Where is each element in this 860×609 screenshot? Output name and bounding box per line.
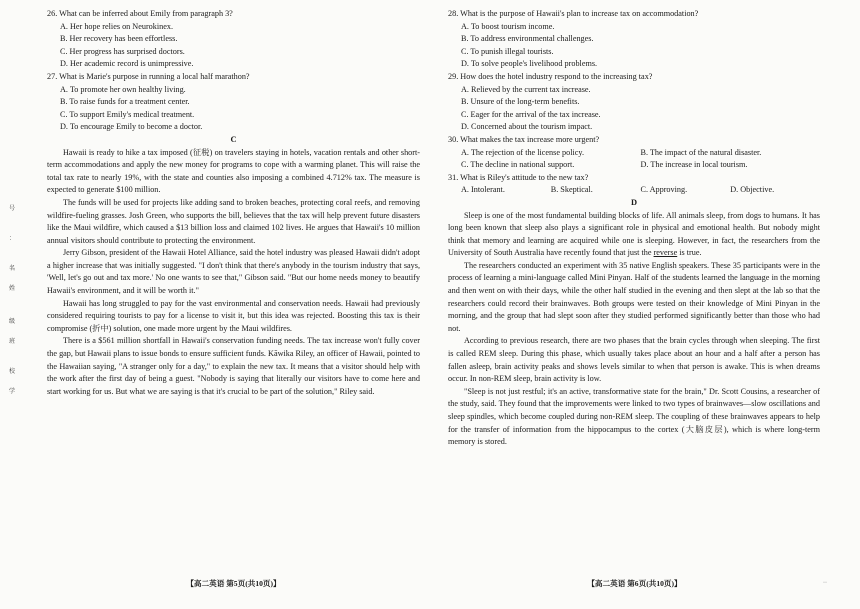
q31-option-b: B. Skeptical. <box>550 185 593 195</box>
page-6-footer: 【高二英语 第6页(共10页)】 <box>587 579 682 588</box>
q28-option-c: C. To punish illegal tourists. <box>461 46 554 56</box>
q31-option-c: C. Approving. <box>640 185 688 195</box>
question-26: 26. What can be inferred about Emily from paragraph 3? <box>47 9 233 18</box>
q27-option-b: B. To raise funds for a treatment center. <box>60 97 190 107</box>
binding-margin-mark: 学 <box>8 388 15 395</box>
q30-option-c: C. The decline in national support. <box>461 160 575 170</box>
binding-margin-mark: 校 <box>8 368 15 375</box>
q26-option-d: D. Her academic record is unimpressive. <box>60 59 194 69</box>
q26-option-a: A. Her hope relies on Neurokinex. <box>60 21 173 31</box>
binding-margin-mark: ： <box>8 235 15 242</box>
q28-option-d: D. To solve people's livelihood problems. <box>461 59 598 69</box>
binding-margin-mark: 班 <box>8 338 15 345</box>
page-6-column <box>448 8 820 449</box>
page-5-footer: 【高二英语 第5页(共10页)】 <box>186 579 281 588</box>
q31-option-a: A. Intolerant. <box>461 185 505 195</box>
passage-d-paragraph: According to previous research, there are two phases that the brain cycles through when sleeping. The first is called REM sleep. During this phase, which usually takes place about an hour and a half after a person has fallen asleep, brain activity peaks and shows levels similar to when that person is awake. This is when dreams occur. In non-REM sleep, brain activity is low. <box>448 336 820 384</box>
binding-margin-mark: 名 <box>8 265 15 272</box>
passage-d-p1-end: is true. <box>679 248 702 258</box>
question-29: 29. How does the hotel industry respond to the increasing tax? <box>448 71 653 81</box>
section-c-heading: C <box>230 134 237 144</box>
passage-d-paragraph: The researchers conducted an experiment with 35 native English speakers. These 35 participants were in the process of learning a mini-language called Mini Pinyan. Half of the students learned the language in the morning and then went on with their days, while the other half studied in the evening and then slept at the lab so that the researchers could record their brainwaves. Both groups were tested on their knowledge of Mini Pinyan in the morning, and the group that had slept soon after they studied performed significantly better than those who had not. <box>448 260 820 333</box>
underlined-word-reverse: reverse <box>653 248 678 258</box>
footer-dots: ·· <box>823 580 827 586</box>
binding-margin-mark: 号 <box>8 205 15 212</box>
q29-option-d: D. Concerned about the tourism impact. <box>461 122 593 132</box>
q26-option-b: B. Her recovery has been effortless. <box>60 34 178 44</box>
passage-c-paragraph: Hawaii is ready to hike a tax imposed (征税) on travelers staying in hotels, vacation rentals and other short-term accommodations and apply the new money for programs to cope with a warming planet. This will raise the total tax rate to nearly 19%, with the state and counties also imposing a combined 4.712% tax. The measure is expected to generate $100 million. <box>47 147 420 195</box>
question-28: 28. What is the purpose of Hawaii's plan to increase tax on accommodation? <box>448 9 699 18</box>
passage-d-paragraph <box>448 210 820 260</box>
passage-c-paragraph: Hawaii has long struggled to pay for the vast environmental and conservation needs. Hawaii had previously considered requiring tourists to pay for a license to visit it, but this idea was rejected. Boosting this tax is their compromise (折中) solution, one made more urgent by the Maui wildfires. <box>47 298 420 333</box>
passage-c-paragraph: The funds will be used for projects like adding sand to broken beaches, protecting coral reefs, and removing wildfire-fueling grasses. Josh Green, who supports the bill, believes that the tax will help prevent future disasters like the Maui wildfire, which caused a $13 billion loss and claimed 102 lives. He argues that Hawaii's 10 million annual visitors should contribute to protecting the environment. <box>47 197 420 245</box>
q29-option-c: C. Eager for the arrival of the tax increase. <box>461 109 601 119</box>
q26-option-c: C. Her progress has surprised doctors. <box>60 46 185 56</box>
question-27: 27. What is Marie's purpose in running a local half marathon? <box>47 71 250 81</box>
passage-d-p1-text: Sleep is one of the most fundamental building blocks of life. All animals sleep, from dogs to humans. It has long been known that sleep also plays a significant role in physical and emotional health. But nobody might think that memory and learning are acquired while one is sleeping. However, in fact, the researchers from the University of South Australia have recently found that just the <box>448 210 820 258</box>
section-d-heading: D <box>630 197 638 207</box>
q30-option-b: B. The impact of the natural disaster. <box>640 147 762 157</box>
q28-option-b: B. To address environmental challenges. <box>461 34 594 44</box>
q27-option-c: C. To support Emily's medical treatment. <box>60 109 195 119</box>
q30-options-row-1 <box>461 147 820 160</box>
q29-option-b: B. Unsure of the long-term benefits. <box>461 97 580 107</box>
question-30: 30. What makes the tax increase more urgent? <box>448 134 600 144</box>
binding-margin-mark: 姓 <box>8 285 15 292</box>
binding-margin-mark: 级 <box>8 318 15 325</box>
passage-c-paragraph: Jerry Gibson, president of the Hawaii Hotel Alliance, said the hotel industry was pleased Hawaii didn't adopt a higher increase that was initially suggested. "I don't think that there's anybody in the tourism industry that says, 'Well, let's go out and tax more.' No one wants to see that," Gibson said. "But our home needs money to beautify Hawaii's environment, and it will be worth it." <box>47 248 420 296</box>
passage-c-paragraph: There is a $561 million shortfall in Hawaii's conservation funding needs. The tax increase won't fully cover the gap, but Hawaii plans to issue bonds to ensure sufficient funds. Kāwika Riley, an officer of Hawaii, pointed to the Hawaiian saying, "A stranger only for a day," to explain the new tax. It means that a visitor should help with the work after the first day of being a guest. "Nobody is saying that literally our visitors have to come here and start working for us. But what we are saying is that it's crucial to be part of the solution," Riley said. <box>47 336 420 396</box>
q30-options-row-2 <box>461 159 820 172</box>
q27-option-a: A. To promote her own healthy living. <box>60 84 186 94</box>
passage-d-paragraph: "Sleep is not just restful; it's an active, transformative state for the brain," Dr. Scott Cousins, a researcher of the study, said. They found that the improvements were linked to two types of brainwaves—slow oscillations and sleep spindles, which become coupled during non-REM sleep. The coupling of these brainwaves appears to help for the transfer of information from the hippocampus to the cortex (大脑皮层), which is where long-term memory is stored. <box>448 386 820 447</box>
q30-option-d: D. The increase in local tourism. <box>640 160 748 170</box>
q27-option-d: D. To encourage Emily to become a doctor. <box>60 122 203 132</box>
page-5-column <box>47 8 420 398</box>
question-31: 31. What is Riley's attitude to the new tax? <box>448 172 589 182</box>
q31-option-d: D. Objective. <box>730 185 775 195</box>
binding-margin <box>0 0 28 609</box>
q28-option-a: A. To boost tourism income. <box>461 21 555 31</box>
q31-options-row <box>461 184 820 197</box>
q29-option-a: A. Relieved by the current tax increase. <box>461 84 591 94</box>
q30-option-a: A. The rejection of the license policy. <box>461 147 584 157</box>
